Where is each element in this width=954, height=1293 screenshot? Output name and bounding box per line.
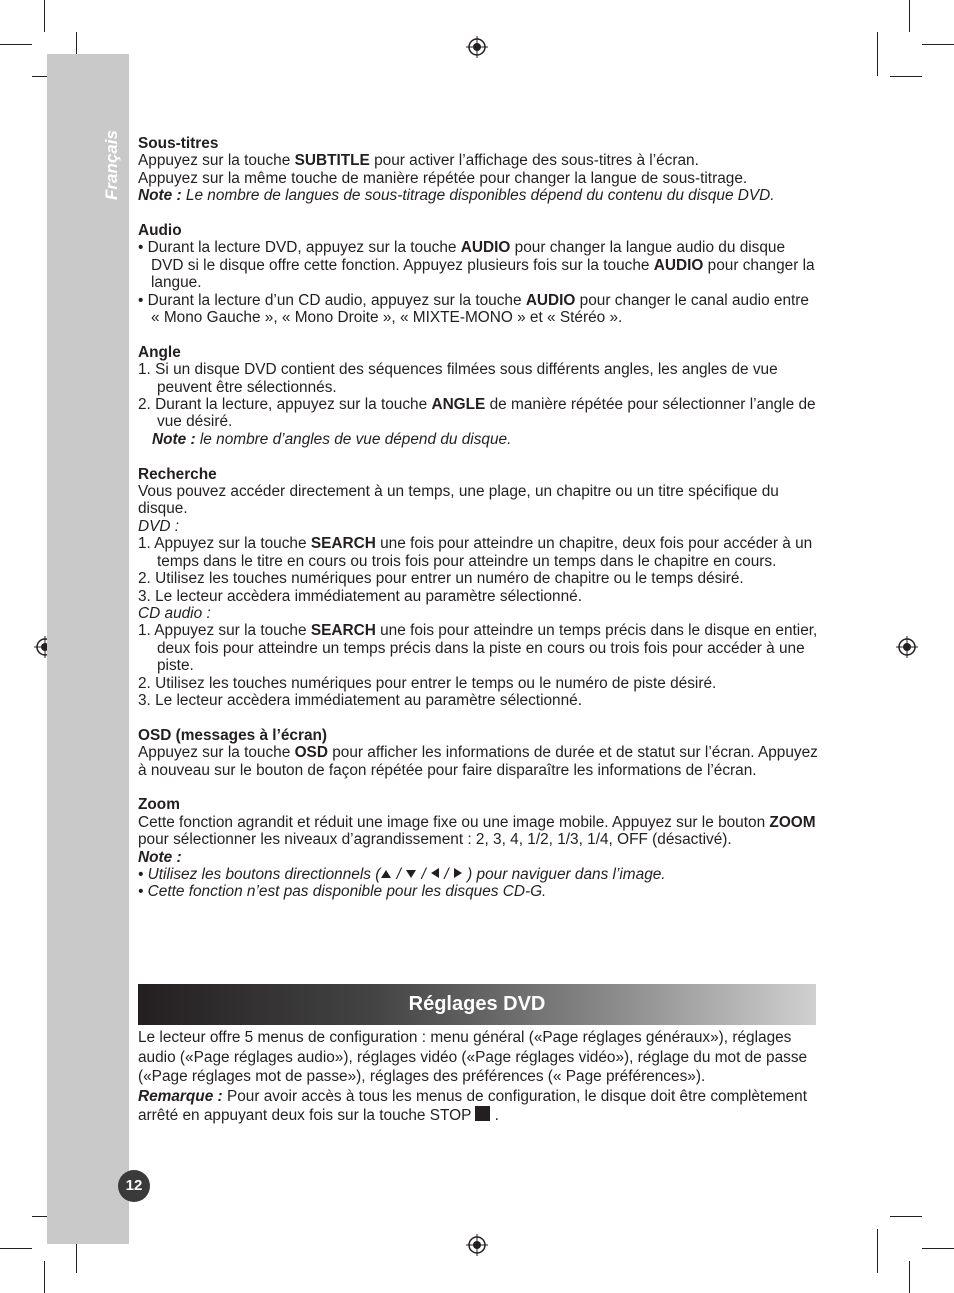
text: Le nombre de langues de sous-titrage disponibles dépend du contenu du disque DVD.: [181, 187, 775, 205]
heading-angle: Angle: [138, 343, 181, 361]
crop-mark: [44, 1261, 45, 1293]
note: [138, 187, 818, 204]
note: [138, 431, 818, 448]
text: le nombre d’angles de vue dépend du disque.: [195, 430, 512, 448]
key-name: AUDIO: [460, 239, 511, 257]
text: 2. Durant la lecture, appuyez sur la touche: [138, 396, 432, 414]
registration-mark-icon: [896, 636, 918, 658]
section-banner-dvd-settings: Réglages DVD: [138, 984, 816, 1025]
note-label: Note :: [138, 848, 182, 866]
list-item: [138, 292, 818, 327]
crop-mark: [44, 0, 45, 32]
page-number: 12: [118, 1170, 150, 1202]
manual-content: [138, 135, 818, 901]
paragraph: Appuyez sur la même touche de manière répétée pour changer la langue de sous-titrage.: [138, 169, 748, 187]
arrow-left-icon: [431, 868, 439, 878]
text: Appuyez sur la touche: [138, 152, 295, 170]
text: • Utilisez les boutons directionnels (: [138, 865, 381, 883]
crop-mark: [922, 1248, 954, 1249]
text: • Durant la lecture DVD, appuyez sur la touche: [138, 239, 461, 257]
heading-search: Recherche: [138, 465, 217, 483]
arrow-up-icon: [381, 870, 391, 878]
list-item: 3. Le lecteur accèdera immédiatement au paramètre sélectionné.: [138, 587, 583, 605]
key-name: OSD: [294, 744, 328, 762]
key-name: SEARCH: [310, 622, 376, 640]
text: • Durant la lecture d’un CD audio, appuyez sur la touche: [138, 291, 526, 309]
paragraph: Le lecteur offre 5 menus de configuration : menu général («Page réglages généraux»), réglages audio («Page réglages audio»), réglages vidéo («Page réglages vidéo»), réglage du mot de passe («Page réglages mot de passe»), réglages des préférences (« Page préférences»).: [138, 1029, 808, 1085]
text: Pour avoir accès à tous les menus de configuration, le disque doit être complètement arrêté en appuyant deux fois sur la touche STOP: [138, 1087, 807, 1124]
list-item: • Utilisez les boutons directionnels ( / / / ) pour naviguer dans l’image.: [138, 865, 666, 883]
paragraph: [138, 152, 818, 169]
text: une fois pour atteindre un chapitre, deux fois pour accéder à un temps dans le titre en cours ou trois fois pour atteindre un temps dans le chapitre en cours.: [157, 535, 813, 570]
stop-icon: [475, 1106, 490, 1121]
section-audio: [138, 222, 818, 326]
text: Appuyez sur la touche: [138, 744, 295, 762]
text: Cette fonction agrandit et réduit une image fixe ou une image mobile. Appuyez sur le bouton: [138, 813, 770, 831]
text: pour sélectionner les niveaux d’agrandissement : 2, 3, 4, 1/2, 1/3, 1/4, OFF (désactivé).: [138, 831, 732, 849]
paragraph: [138, 744, 818, 779]
text: pour activer l’affichage des sous-titres à l’écran.: [369, 152, 699, 170]
remark-label: Remarque :: [138, 1087, 223, 1105]
list-item: [138, 622, 818, 674]
text: pour changer la langue audio du disque DVD si le disque offre cette fonction. Appuyez plusieurs fois sur la touche: [151, 239, 786, 274]
key-name: SEARCH: [310, 535, 376, 553]
list-item: • Cette fonction n’est pas disponible pour les disques CD-G.: [138, 883, 547, 901]
arrow-right-icon: [454, 868, 462, 878]
text: pour afficher les informations de durée et de statut sur l’écran. Appuyez à nouveau sur le bouton de façon répétée pour faire disparaître les informations de l’écran.: [138, 744, 818, 779]
language-sidebar: [47, 54, 129, 1244]
key-name: ZOOM: [769, 813, 816, 831]
section-zoom: [138, 796, 818, 900]
crop-mark: [877, 1229, 878, 1273]
key-name: ANGLE: [431, 396, 486, 414]
crop-mark: [0, 44, 32, 45]
crop-mark: [909, 0, 910, 32]
crop-mark: [0, 1248, 32, 1249]
list-item: 2. Utilisez les touches numériques pour entrer un numéro de chapitre ou le temps désiré.: [138, 570, 744, 588]
crop-mark: [877, 32, 878, 76]
section-subtitles: [138, 135, 818, 205]
list-item: [138, 396, 818, 431]
text: une fois pour atteindre un temps précis dans le disque en entier, deux fois pour atteindre un temps précis dans la piste en cours ou trois fois pour accéder à une piste.: [157, 622, 818, 675]
section-search: [138, 466, 818, 710]
text: ) pour naviguer dans l’image.: [467, 865, 666, 883]
crop-mark: [890, 76, 922, 77]
list-item: [138, 535, 818, 570]
text: 1. Appuyez sur la touche: [138, 622, 311, 640]
crop-mark: [890, 1216, 922, 1217]
subheading-cd-audio: CD audio :: [138, 604, 211, 622]
section-osd: [138, 727, 818, 779]
subheading-dvd: DVD :: [138, 517, 180, 535]
arrow-down-icon: [406, 870, 416, 878]
text: de manière répétée pour sélectionner l’angle de vue désiré.: [157, 396, 816, 431]
paragraph: Vous pouvez accéder directement à un temps, une plage, un chapitre ou un titre spécifique du disque.: [138, 483, 779, 518]
language-label: Français: [102, 130, 121, 200]
text: pour changer le canal audio entre « Mono Gauche », « Mono Droite », « MIXTE-MONO » et « Stéréo ».: [151, 291, 809, 327]
registration-mark-icon: [466, 1234, 488, 1256]
paragraph: [138, 814, 818, 849]
dvd-settings-intro: [138, 1028, 818, 1126]
key-name: AUDIO: [525, 291, 576, 309]
registration-mark-icon: [466, 36, 488, 58]
heading-osd: OSD (messages à l’écran): [138, 726, 328, 744]
heading-zoom: Zoom: [138, 796, 180, 814]
text: pour changer la langue.: [151, 256, 815, 292]
list-item: 1. Si un disque DVD contient des séquences filmées sous différents angles, les angles de vue peuvent être sélectionnés.: [138, 361, 778, 396]
list-item: [138, 239, 818, 291]
heading-subtitles: Sous-titres: [138, 135, 219, 152]
text: .: [490, 1107, 499, 1124]
text: 1. Appuyez sur la touche: [138, 535, 311, 553]
crop-mark: [922, 44, 954, 45]
remark: [138, 1087, 818, 1126]
key-name: SUBTITLE: [294, 152, 370, 170]
crop-mark: [909, 1261, 910, 1293]
note-label: Note :: [138, 187, 182, 205]
list-item: 3. Le lecteur accèdera immédiatement au paramètre sélectionné.: [138, 691, 583, 709]
key-name: AUDIO: [653, 256, 704, 274]
section-angle: [138, 344, 818, 448]
list-item: 2. Utilisez les touches numériques pour entrer le temps ou le numéro de piste désiré.: [138, 674, 717, 692]
heading-audio: Audio: [138, 222, 182, 240]
note-label: Note :: [152, 430, 196, 448]
